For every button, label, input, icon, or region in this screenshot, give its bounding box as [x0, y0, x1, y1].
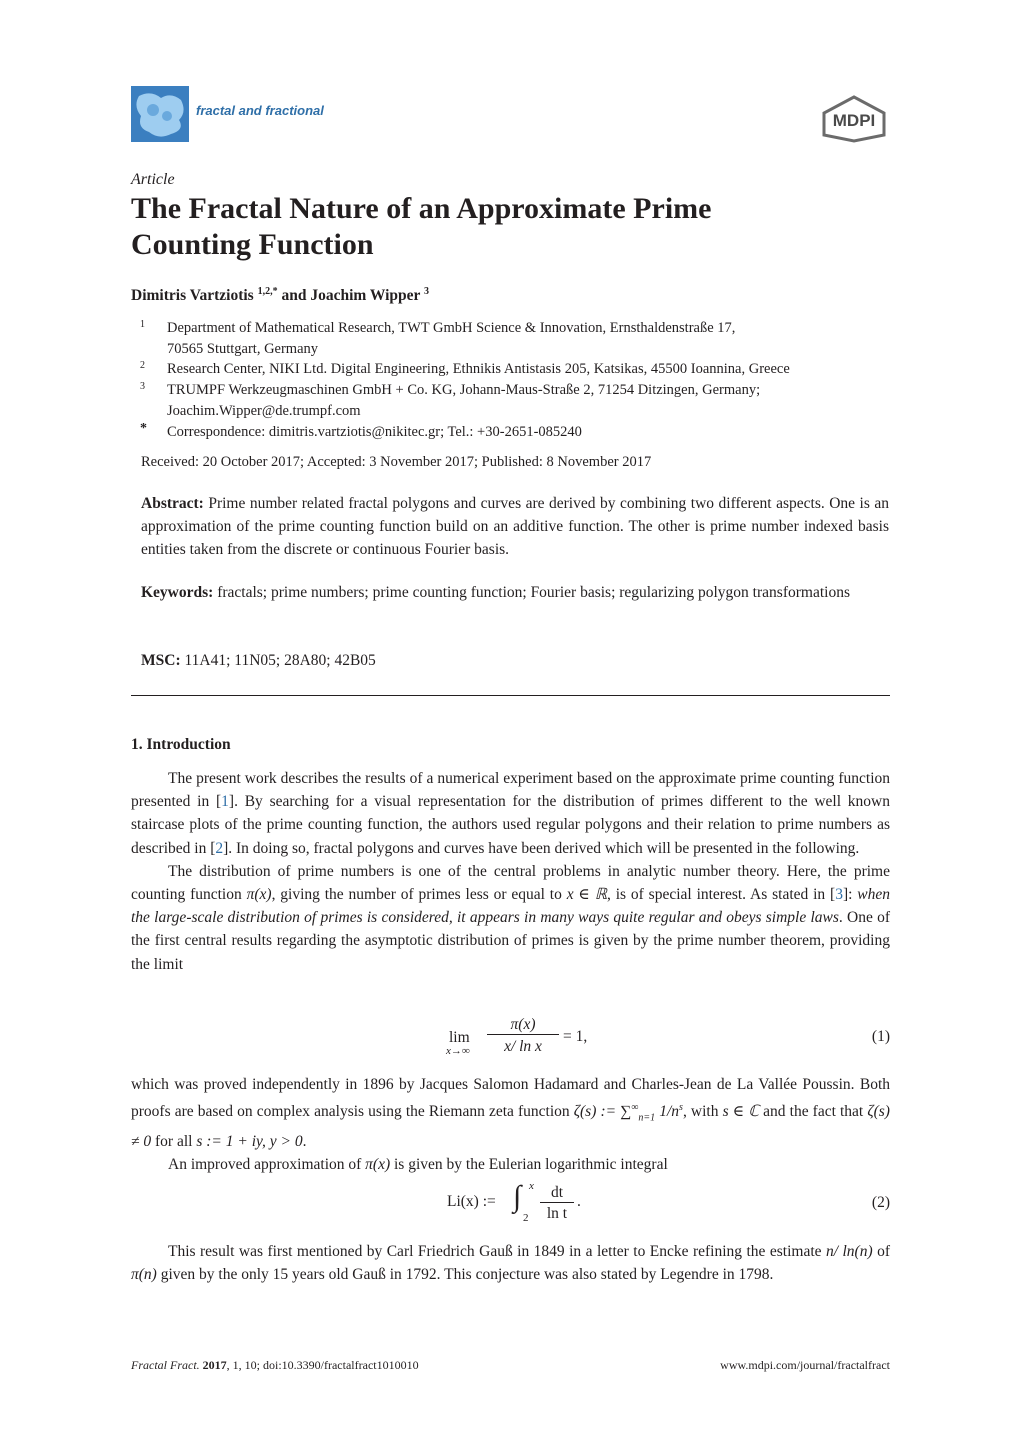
correspondence-marker: * [140, 421, 147, 436]
author-name: Joachim Wipper [310, 287, 421, 305]
keywords-text: fractals; prime numbers; prime counting function; Fourier basis; regularizing polygon transformations [217, 584, 850, 601]
citation-link[interactable]: 2 [215, 839, 224, 857]
affiliation-text: 70565 Stuttgart, Germany [167, 340, 319, 357]
affiliation-number: 3 [140, 381, 145, 392]
affiliation-number: 2 [140, 360, 145, 371]
correspondence-text: Correspondence: dimitris.vartziotis@nikitec.gr; Tel.: +30-2651-085240 [167, 424, 582, 440]
author-conjunction: and [281, 287, 307, 305]
paragraph: This result was first mentioned by Carl Friedrich Gauß in 1849 in a letter to Encke refining the estimate n/ ln(n) of π(n) given by the only 15 years old Gauß in 1792. This conjecture was also stated by Legendre in 1798. [131, 1243, 891, 1284]
eq-integral: ∫ [513, 1180, 522, 1213]
email-link[interactable]: Joachim.Wipper@de.trumpf.com [167, 402, 361, 419]
correspondence [131, 422, 891, 443]
journal-name: fractal and fractional [196, 103, 324, 118]
affiliation-number: 1 [140, 319, 145, 330]
paragraph: The distribution of prime numbers is one of the central problems in analytic number theory. Here, the prime counting function π(x), giving the number of primes less or equal to x ∈ ℝ, is of special interest. As stated in [3]: when the large-scale distribution of primes is considered, it appears in many ways quite regular and obeys simple laws. One of the first central results regarding the asymptotic distribution of primes is given by the prime number theorem, providing the limit [131, 862, 890, 973]
citation-link[interactable]: 3 [835, 886, 843, 904]
publication-dates: Received: 20 October 2017; Accepted: 3 November 2017; Published: 8 November 2017 [141, 454, 652, 470]
eq-numerator: dt [540, 1184, 574, 1203]
paragraph: which was proved independently in 1896 by Jacques Salomon Hadamard and Charles-Jean de La Vallée Poussin. Both proofs are based on complex analysis using the Riemann zeta function ζ(s) := $\sum^\infty_{n=1}$ $1/n^s$, with s ∈ ℂ and the fact that ζ(s) ≠ 0 for all s := 1 + iy, y > 0. [131, 1076, 890, 1150]
section-heading: 1. Introduction [131, 736, 231, 753]
eq-dot: . [577, 1193, 581, 1210]
msc-codes [141, 649, 889, 672]
paper-title: The Fractal Nature of an Approximate Prime Counting Function [131, 192, 712, 261]
keywords-label: Keywords: [141, 584, 214, 601]
eq-upper-limit: x [529, 1180, 534, 1192]
equation-2 [131, 1180, 890, 1228]
footer-citation [131, 1358, 419, 1373]
eq-lim-subscript: x→∞ [446, 1045, 470, 1057]
msc-text: 11A41; 11N05; 28A80; 42B05 [184, 652, 376, 669]
svg-text:MDPI: MDPI [832, 111, 876, 130]
eq-denominator: ln t [546, 1205, 568, 1222]
paragraph: An improved approximation of π(x) is given by the Eulerian logarithmic integral [168, 1155, 668, 1173]
affiliation-text: Department of Mathematical Research, TWT GmbH Science & Innovation, Ernsthaldenstraße 17, [167, 320, 736, 336]
keywords [141, 581, 889, 604]
abstract [141, 492, 889, 561]
footer-journal: Fractal Fract. [131, 1358, 200, 1372]
footer-year: 2017 [202, 1358, 227, 1372]
affiliation-1 [131, 318, 891, 360]
eq-numerator: π(x) [487, 1016, 559, 1035]
mdpi-logo [818, 95, 890, 143]
author-affiliation-marker: 1,2,* [257, 286, 278, 297]
equation-number: (1) [871, 1028, 890, 1045]
paragraph: The present work describes the results of a numerical experiment based on the approximate prime counting function presented in [1]. By searching for a visual representation for the distribution of primes different to the well known staircase plots of the prime counting function, the authors used regular polygons and their relation to prime numbers as described in [2]. In doing so, fractal polygons and curves have been derived which will be presented in the following. [131, 770, 890, 857]
eq-denominator: x/ ln x [504, 1038, 542, 1055]
intro-body-3 [131, 1240, 890, 1286]
affiliation-2 [131, 359, 891, 380]
author-affiliation-marker: 3 [424, 286, 430, 297]
affiliation-text: TRUMPF Werkzeugmaschinen GmbH + Co. KG, Johann-Maus-Straße 2, 71254 Ditzingen, Germany; [167, 382, 761, 398]
intro-body-1 [131, 767, 890, 976]
journal-logo [131, 86, 189, 142]
footer-url[interactable]: www.mdpi.com/journal/fractalfract [720, 1358, 890, 1372]
intro-body-2 [131, 1073, 890, 1176]
eq-rhs: = 1, [563, 1028, 588, 1045]
quotation: when the large-scale distribution of primes is considered, it appears in many ways quite regular and obeys simple laws [131, 886, 890, 927]
eq-lim: lim [449, 1029, 470, 1046]
eq-lower-limit: 2 [523, 1212, 529, 1224]
abstract-label: Abstract: [141, 495, 204, 512]
equation-1 [131, 1016, 890, 1064]
equation-number: (2) [871, 1194, 890, 1211]
section-divider [131, 695, 890, 696]
footer-doi: , 1, 10; doi:10.3390/fractalfract1010010 [226, 1358, 419, 1372]
author-list [131, 286, 429, 305]
author-name: Dimitris Vartziotis [131, 287, 254, 305]
affiliation-text: Research Center, NIKI Ltd. Digital Engineering, Ethnikis Antistasis 205, Katsikas, 45500 Ioannina, Greece [167, 361, 790, 377]
abstract-text: Prime number related fractal polygons and curves are derived by combining two different aspects. One is an approximation of the prime counting function build on an additive function. The other is prime number indexed basis entities taken from the discrete or continuous Fourier basis. [141, 495, 890, 558]
msc-label: MSC: [141, 652, 181, 669]
eq-lhs: Li(x) := [447, 1193, 496, 1210]
citation-link[interactable]: 1 [221, 793, 229, 811]
affiliation-3 [131, 380, 891, 422]
article-type: Article [131, 171, 175, 188]
